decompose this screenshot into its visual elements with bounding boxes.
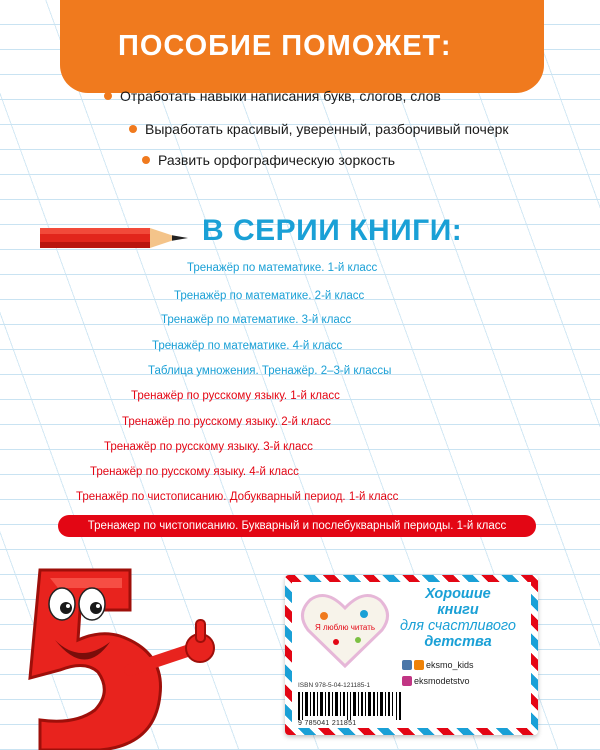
bullet-icon bbox=[142, 156, 150, 164]
pencil-icon bbox=[40, 218, 190, 258]
header-title: ПОСОБИЕ ПОМОЖЕТ: bbox=[118, 30, 452, 62]
ok-icon bbox=[414, 660, 424, 670]
isbn-text: ISBN 978-5-04-121185-1 bbox=[298, 682, 371, 689]
benefit-text: Отработать навыки написания букв, слогов, слов bbox=[120, 88, 441, 104]
social-handle: eksmodetstvo bbox=[414, 676, 470, 686]
book-item: Таблица умножения. Тренажёр. 2–3-й классы bbox=[148, 365, 392, 377]
slogan-line: книги bbox=[437, 602, 479, 618]
book-item: Тренажёр по математике. 1-й класс bbox=[187, 262, 378, 274]
slogan-line: Хорошие bbox=[425, 586, 491, 602]
book-item: Тренажёр по русскому языку. 4-й класс bbox=[90, 466, 299, 478]
benefit-item bbox=[129, 121, 509, 137]
slogan-line: для счастливого bbox=[400, 618, 516, 634]
book-item: Тренажёр по чистописанию. Добукварный период. 1-й класс bbox=[76, 491, 399, 503]
heart-logo-icon bbox=[300, 590, 390, 670]
book-item: Тренажёр по математике. 4-й класс bbox=[152, 340, 343, 352]
benefit-item bbox=[142, 152, 395, 168]
instagram-icon bbox=[402, 676, 412, 686]
series-title: В СЕРИИ КНИГИ: bbox=[202, 214, 463, 247]
social-row bbox=[402, 676, 470, 686]
benefit-text: Развить орфографическую зоркость bbox=[158, 152, 396, 168]
vk-icon bbox=[402, 660, 412, 670]
bullet-icon bbox=[129, 125, 137, 133]
mascot-five-icon bbox=[0, 560, 240, 750]
header-banner bbox=[60, 0, 544, 93]
card-slogan bbox=[398, 586, 518, 650]
card-inner bbox=[292, 582, 531, 728]
benefit-text: Выработать красивый, уверенный, разборчивый почерк bbox=[145, 121, 509, 137]
bullet-icon bbox=[104, 92, 112, 100]
highlighted-book: Тренажер по чистописанию. Букварный и послебукварный периоды. 1-й класс bbox=[58, 515, 536, 537]
barcode-icon bbox=[298, 692, 402, 720]
benefit-item bbox=[104, 88, 441, 104]
slogan-line: детства bbox=[424, 634, 492, 650]
book-item: Тренажёр по математике. 3-й класс bbox=[161, 314, 352, 326]
social-row bbox=[402, 660, 474, 670]
book-item: Тренажёр по русскому языку. 2-й класс bbox=[122, 416, 331, 428]
heart-text: Я люблю читать bbox=[314, 623, 376, 632]
info-card bbox=[285, 575, 538, 735]
book-item: Тренажёр по русскому языку. 1-й класс bbox=[131, 390, 340, 402]
social-handle: eksmo_kids bbox=[426, 660, 474, 670]
barcode-number: 9 785041 211851 bbox=[298, 720, 357, 727]
book-item: Тренажёр по математике. 2-й класс bbox=[174, 290, 365, 302]
book-item: Тренажёр по русскому языку. 3-й класс bbox=[104, 441, 313, 453]
